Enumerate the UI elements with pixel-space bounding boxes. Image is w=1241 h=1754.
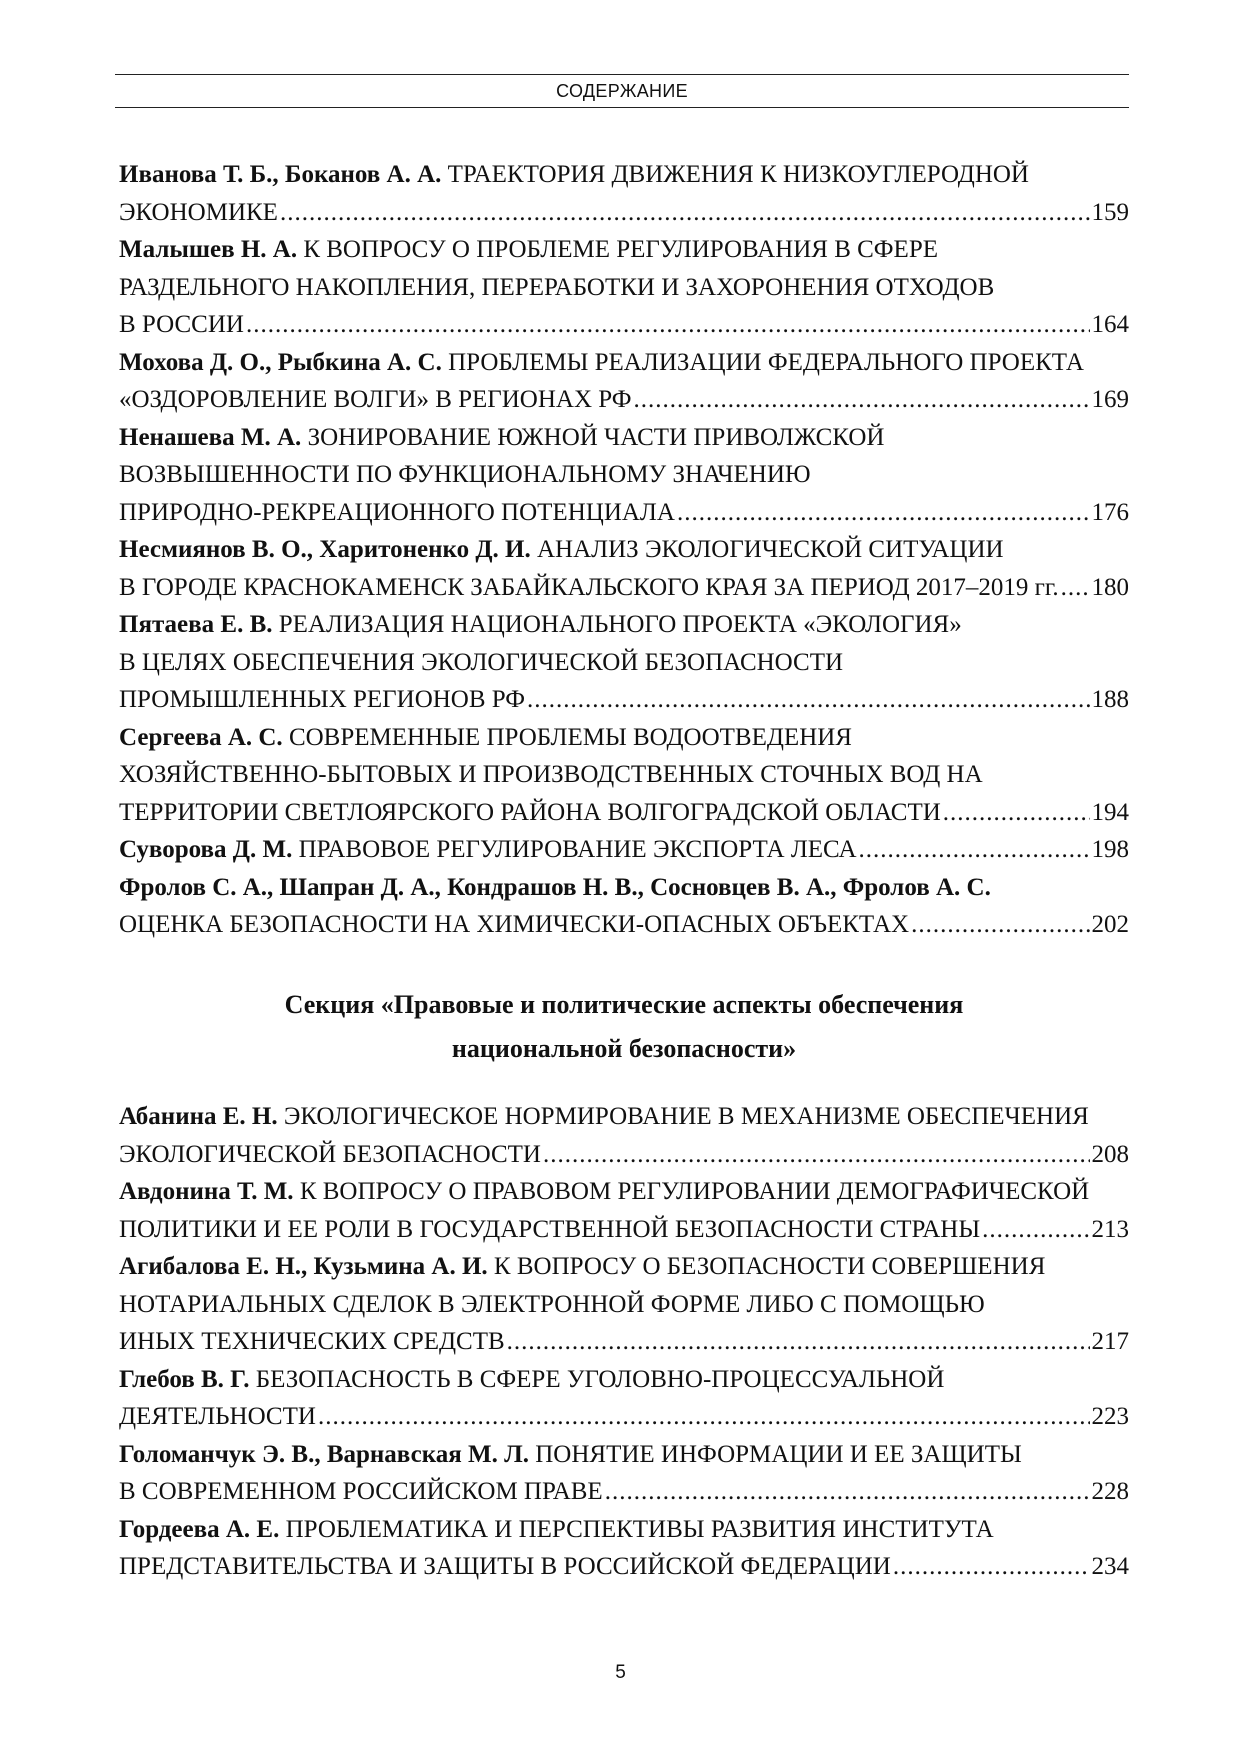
toc-entry-leader (527, 681, 1089, 719)
toc-entry-line (119, 381, 1129, 419)
toc-entry-page: 217 (1091, 1328, 1129, 1355)
toc-entry-line (119, 156, 1129, 194)
toc-entry-leader (543, 1136, 1090, 1174)
toc-entry-authors: Несмиянов В. О., Харитоненко Д. И. (119, 536, 531, 563)
toc-entry-page: 194 (1091, 798, 1129, 826)
toc-entry-page: 176 (1091, 498, 1129, 526)
toc-entry-page: 198 (1091, 836, 1129, 863)
toc-entry-line (119, 1323, 1129, 1361)
toc-entry-title: ЭКОНОМИКЕ (119, 198, 278, 226)
toc-entry-title: ДЕЯТЕЛЬНОСТИ (119, 1403, 316, 1430)
toc-entry-authors: Фролов С. А., Шапран Д. А., Кондрашов Н. В., Сосновцев В. А., Фролов А. С. (119, 873, 991, 901)
toc-entry-leader (859, 831, 1090, 869)
section-heading-line-1: Секция «Правовые и политические аспекты обеспечения (284, 990, 964, 1019)
toc-entry-title: К ВОПРОСУ О ПРОБЛЕМЕ РЕГУЛИРОВАНИЯ В СФЕРЕ (303, 236, 938, 263)
toc-entry-title: ПРОМЫШЛЕННЫХ РЕГИОНОВ РФ (119, 686, 526, 713)
toc-entry (119, 531, 1129, 606)
toc-entry-line: ХОЗЯЙСТВЕННО-БЫТОВЫХ И ПРОИЗВОДСТВЕННЫХ СТОЧНЫХ ВОД НА (119, 761, 983, 788)
toc-entry-authors: Голоманчук Э. В., Варнавская М. Л. (119, 1440, 529, 1468)
toc-entry-authors: Сергеева А. С. (119, 723, 283, 751)
toc-entry-title: ПРАВОВОЕ РЕГУЛИРОВАНИЕ ЭКСПОРТА ЛЕСА (298, 836, 857, 863)
toc-entry-authors: Мохова Д. О., Рыбкина А. С. (119, 348, 442, 376)
toc-entry-title: ПРОБЛЕМАТИКА И ПЕРСПЕКТИВЫ РАЗВИТИЯ ИНСТИТУТА (285, 1515, 994, 1543)
toc-entry-page: 164 (1091, 311, 1129, 338)
toc-entry-leader (943, 794, 1090, 832)
toc-entry-authors: Авдонина Т. М. (119, 1178, 294, 1205)
toc-entry-line: РАЗДЕЛЬНОГО НАКОПЛЕНИЯ, ПЕРЕРАБОТКИ И ЗАХОРОНЕНИЯ ОТХОДОВ (119, 273, 995, 301)
toc-entry-line (119, 1211, 1129, 1249)
toc-entry-page: 213 (1091, 1215, 1129, 1243)
toc-entry (119, 1173, 1129, 1248)
toc-entry-title: ПРОБЛЕМЫ РЕАЛИЗАЦИИ ФЕДЕРАЛЬНОГО ПРОЕКТА (448, 348, 1084, 376)
running-header (115, 74, 1129, 108)
page-number (0, 1662, 1241, 1684)
toc-entry-authors: Малышев Н. А. (119, 236, 298, 263)
toc-entry-text (119, 831, 857, 869)
toc-entry-line (119, 606, 1129, 644)
toc-entry-line (119, 1511, 1129, 1549)
toc-entry (119, 1098, 1129, 1173)
toc-entry-line (119, 1248, 1129, 1286)
toc-entry-page: 159 (1091, 198, 1129, 226)
toc-entry-line (119, 194, 1129, 232)
toc-entry-title: ТЕРРИТОРИИ СВЕТЛОЯРСКОГО РАЙОНА ВОЛГОГРАДСКОЙ ОБЛАСТИ (119, 798, 941, 826)
toc-entry-line (119, 1136, 1129, 1174)
toc-entry-authors: Пятаева Е. В. (119, 611, 273, 638)
toc-entry-line (119, 1473, 1129, 1511)
toc-entry-authors: Глебов В. Г. (119, 1365, 250, 1393)
toc-entry-page: 234 (1091, 1553, 1129, 1580)
toc-entry-title: ЗОНИРОВАНИЕ ЮЖНОЙ ЧАСТИ ПРИВОЛЖСКОЙ (307, 423, 885, 451)
toc-entry (119, 1361, 1129, 1436)
toc-entry-line (119, 794, 1129, 832)
toc-entry-leader (318, 1398, 1090, 1436)
toc-entry-line (119, 906, 1129, 944)
running-header-title: СОДЕРЖАНИЕ (556, 81, 688, 101)
toc-entry-title: В ГОРОДЕ КРАСНОКАМЕНСК ЗАБАЙКАЛЬСКОГО КРАЯ ЗА ПЕРИОД 2017–2019 гг. (119, 573, 1059, 601)
toc-entry-leader (280, 194, 1090, 232)
toc-entry (119, 1248, 1129, 1361)
section-heading-line-2: национальной безопасности» (451, 1034, 797, 1063)
toc-entry-line (119, 1398, 1129, 1436)
toc-entry-leader (246, 306, 1090, 344)
toc-entry-leader (1061, 569, 1090, 607)
toc-entry (119, 344, 1129, 419)
toc-entry-leader (893, 1548, 1090, 1586)
toc-entry-page: 208 (1091, 1140, 1129, 1168)
toc-entry-line (119, 419, 1129, 457)
toc-entry (119, 231, 1129, 344)
page-number-value: 5 (615, 1662, 626, 1683)
toc-entry-authors: Ненашева М. А. (119, 423, 302, 451)
toc-entry-title: К ВОПРОСУ О БЕЗОПАСНОСТИ СОВЕРШЕНИЯ (493, 1253, 1046, 1280)
toc-entry-line (119, 869, 1129, 907)
toc-entry (119, 831, 1129, 869)
toc-entry-page: 180 (1091, 573, 1129, 601)
toc-entry-line (119, 681, 1129, 719)
toc-entry-line (119, 231, 1129, 269)
section-heading (119, 983, 1129, 1071)
toc-entry-page: 188 (1091, 686, 1129, 713)
toc-entry-authors: Гордеева А. Е. (119, 1515, 280, 1543)
toc-entry-title: ИНЫХ ТЕХНИЧЕСКИХ СРЕДСТВ (119, 1328, 505, 1355)
toc-list-top (119, 156, 1129, 944)
toc-entry-line (119, 1548, 1129, 1586)
toc-entry (119, 156, 1129, 231)
toc-entry-title: ПРИРОДНО-РЕКРЕАЦИОННОГО ПОТЕНЦИАЛА (119, 498, 675, 526)
toc-entry-title: ТРАЕКТОРИЯ ДВИЖЕНИЯ К НИЗКОУГЛЕРОДНОЙ (447, 161, 1029, 188)
toc-entry-leader (911, 906, 1089, 944)
toc-entry-title: В СОВРЕМЕННОМ РОССИЙСКОМ ПРАВЕ (119, 1478, 603, 1505)
toc-entry-authors: Агибалова Е. Н., Кузьмина А. И. (119, 1253, 488, 1280)
toc-entry-title: ПРЕДСТАВИТЕЛЬСТВА И ЗАЩИТЫ В РОССИЙСКОЙ ФЕДЕРАЦИИ (119, 1553, 891, 1580)
toc-entry-line (119, 306, 1129, 344)
toc-entry-line (119, 1173, 1129, 1211)
toc-entry-leader (677, 494, 1090, 532)
toc-entry-title: СОВРЕМЕННЫЕ ПРОБЛЕМЫ ВОДООТВЕДЕНИЯ (288, 723, 852, 751)
toc-entry-line (119, 831, 1129, 869)
toc-entry-leader (982, 1211, 1089, 1249)
toc-entry (119, 419, 1129, 532)
toc-entry-title: ЭКОЛОГИЧЕСКОЕ НОРМИРОВАНИЕ В МЕХАНИЗМЕ ОБЕСПЕЧЕНИЯ (283, 1103, 1089, 1130)
toc-list-bottom (119, 1098, 1129, 1586)
toc-entry-page: 228 (1091, 1478, 1129, 1505)
toc-entry-line (119, 569, 1129, 607)
toc-entry-line: ВОЗВЫШЕННОСТИ ПО ФУНКЦИОНАЛЬНОМУ ЗНАЧЕНИЮ (119, 461, 811, 488)
toc-entry (119, 1511, 1129, 1586)
toc-entry-title: К ВОПРОСУ О ПРАВОВОМ РЕГУЛИРОВАНИИ ДЕМОГРАФИЧЕСКОЙ (299, 1178, 1090, 1205)
toc-entry-title: БЕЗОПАСНОСТЬ В СФЕРЕ УГОЛОВНО-ПРОЦЕССУАЛЬНОЙ (255, 1365, 945, 1393)
toc-entry-line: В ЦЕЛЯХ ОБЕСПЕЧЕНИЯ ЭКОЛОГИЧЕСКОЙ БЕЗОПАСНОСТИ (119, 648, 844, 676)
toc-entry-line (119, 1098, 1129, 1136)
toc-entry (119, 719, 1129, 832)
toc-entry-authors: Абанина Е. Н. (119, 1103, 278, 1130)
toc-entry-title: «ОЗДОРОВЛЕНИЕ ВОЛГИ» В РЕГИОНАХ РФ (119, 386, 632, 413)
toc-entry-page: 202 (1091, 911, 1129, 938)
toc-entry-line (119, 531, 1129, 569)
toc-entry-authors: Суворова Д. М. (119, 836, 293, 863)
toc-entry-leader (605, 1473, 1090, 1511)
toc-entry-title: В РОССИИ (119, 311, 244, 338)
toc-entry-authors: Иванова Т. Б., Боканов А. А. (119, 161, 442, 188)
toc-entry-title: ЭКОЛОГИЧЕСКОЙ БЕЗОПАСНОСТИ (119, 1140, 541, 1168)
toc-entry (119, 606, 1129, 719)
toc-entry-page: 223 (1091, 1403, 1129, 1430)
toc-entry-page: 169 (1091, 386, 1129, 413)
toc-entry-title: ПОНЯТИЕ ИНФОРМАЦИИ И ЕЕ ЗАЩИТЫ (535, 1440, 1022, 1468)
toc-entry (119, 869, 1129, 944)
toc-entry (119, 1436, 1129, 1511)
toc-entry-line (119, 1361, 1129, 1399)
toc-entry-line (119, 344, 1129, 382)
toc-entry-title: АНАЛИЗ ЭКОЛОГИЧЕСКОЙ СИТУАЦИИ (537, 536, 1004, 563)
toc-entry-leader (634, 381, 1090, 419)
toc-entry-title: РЕАЛИЗАЦИЯ НАЦИОНАЛЬНОГО ПРОЕКТА «ЭКОЛОГИЯ» (278, 611, 962, 638)
toc-entry-leader (507, 1323, 1090, 1361)
toc-entry-line (119, 719, 1129, 757)
toc-entry-title: ОЦЕНКА БЕЗОПАСНОСТИ НА ХИМИЧЕСКИ-ОПАСНЫХ ОБЪЕКТАХ (119, 911, 910, 938)
toc-entry-line (119, 494, 1129, 532)
toc-entry-line (119, 1436, 1129, 1474)
toc-entry-line: НОТАРИАЛЬНЫХ СДЕЛОК В ЭЛЕКТРОННОЙ ФОРМЕ ЛИБО С ПОМОЩЬЮ (119, 1290, 985, 1318)
toc-entry-title: ПОЛИТИКИ И ЕЕ РОЛИ В ГОСУДАРСТВЕННОЙ БЕЗОПАСНОСТИ СТРАНЫ (119, 1215, 981, 1243)
